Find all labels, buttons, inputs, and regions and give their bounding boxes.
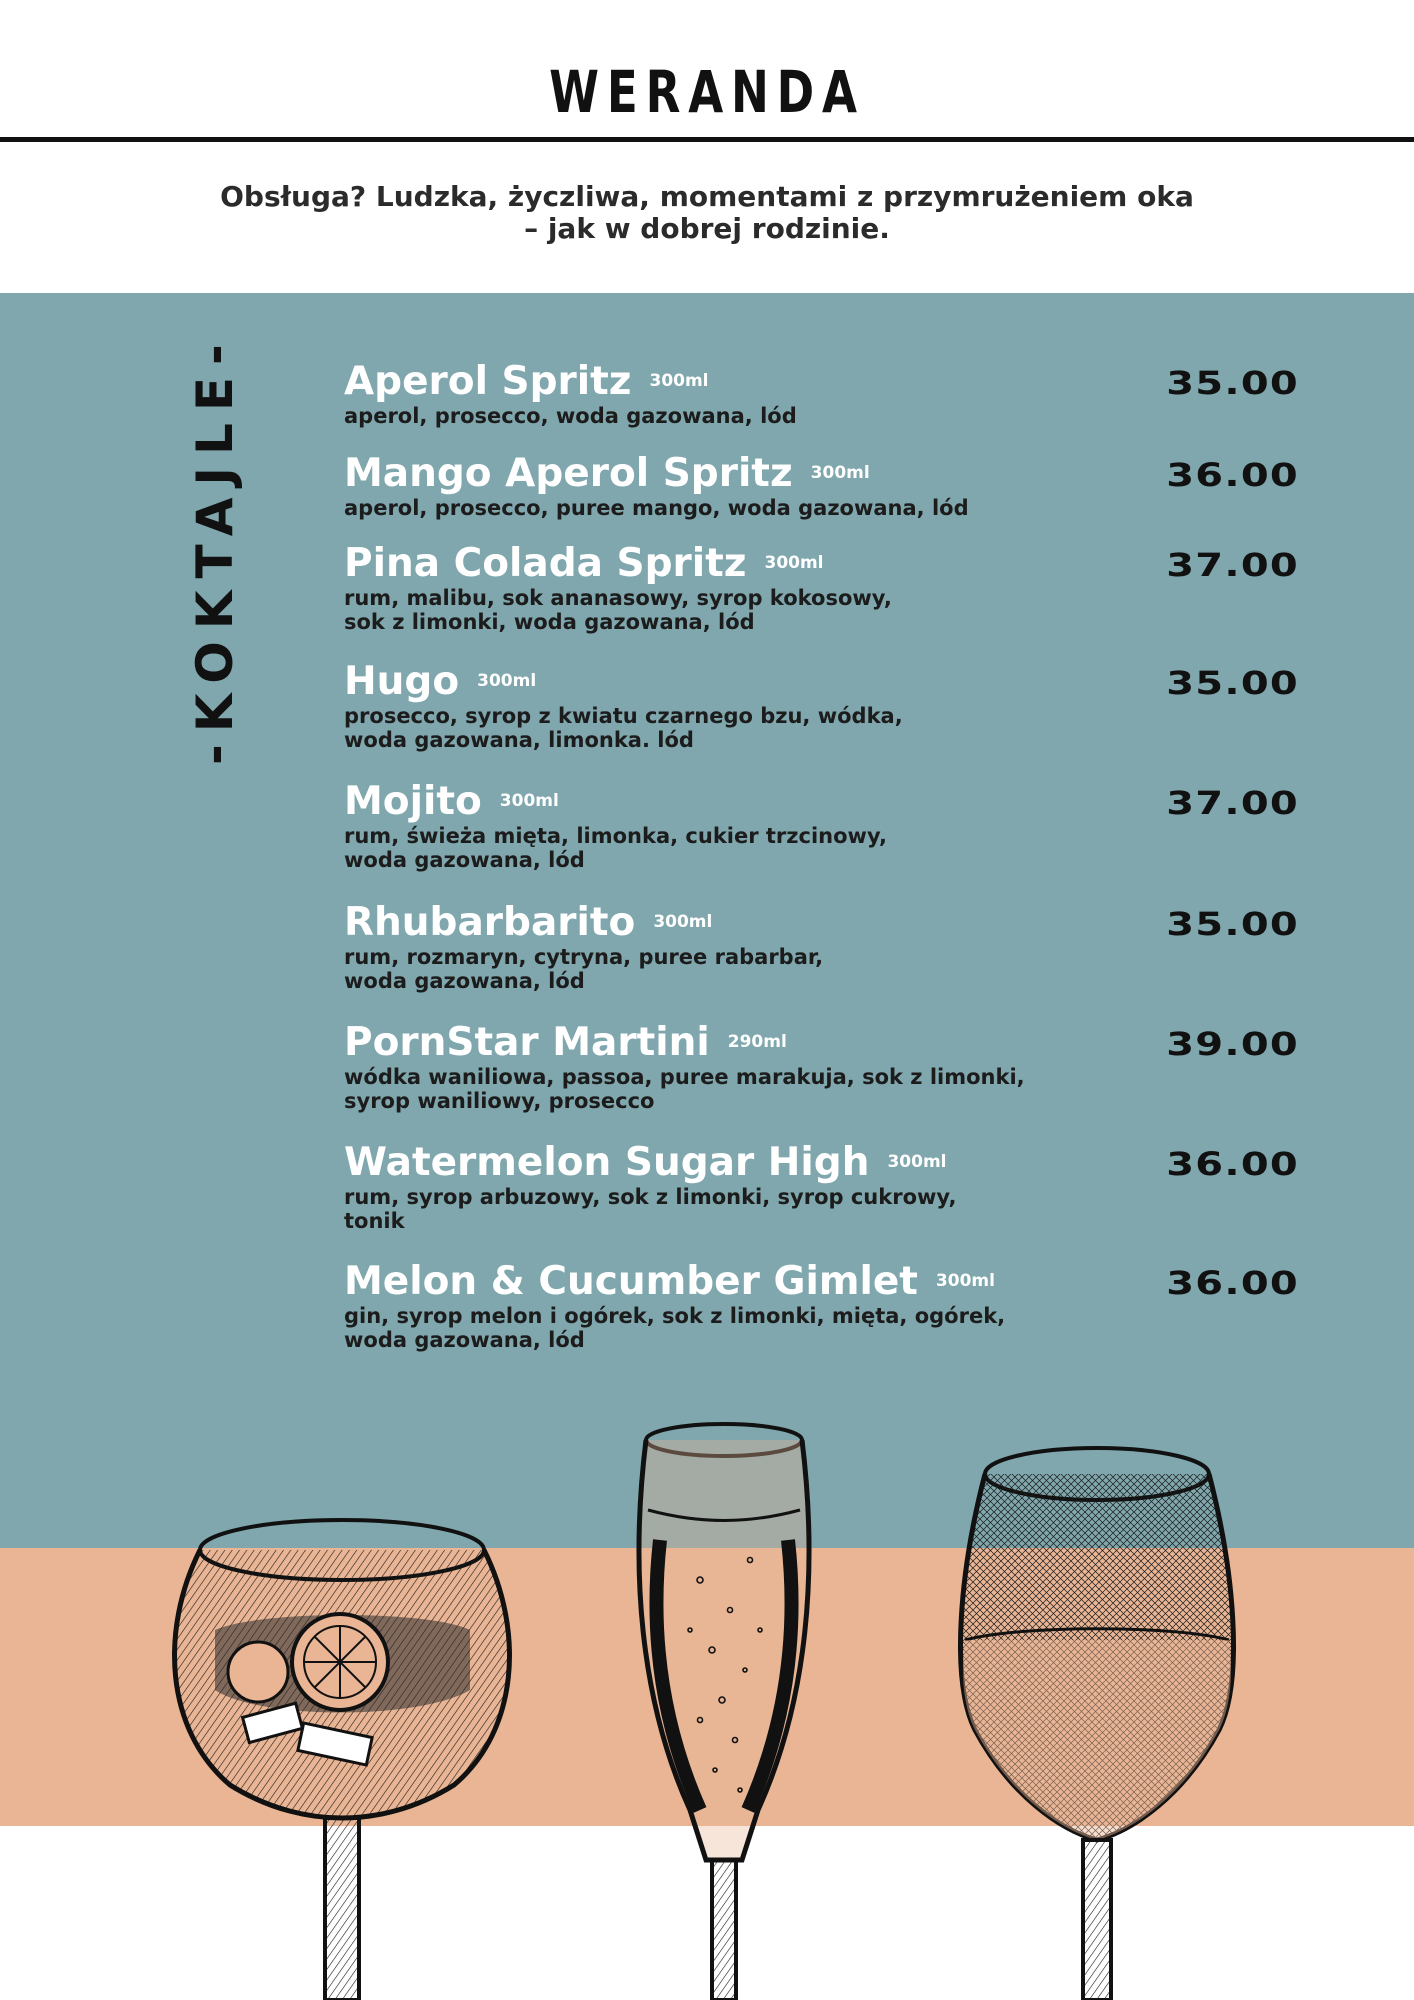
item-price: 37.00 — [1166, 784, 1299, 822]
item-volume: 290ml — [727, 1032, 787, 1052]
menu-item — [344, 452, 1344, 520]
item-description — [344, 1065, 1344, 1113]
item-description-line-2: syrop waniliowy, prosecco — [344, 1089, 655, 1113]
item-price: 36.00 — [1166, 1264, 1299, 1302]
tagline-line-2: – jak w dobrej rodzinie. — [524, 212, 890, 245]
item-name: Mojito — [344, 779, 482, 824]
item-description-line-1: aperol, prosecco, woda gazowana, lód — [344, 404, 797, 428]
menu-item — [344, 1021, 1344, 1113]
glasses-illustration — [0, 1400, 1414, 2000]
menu-item — [344, 360, 1344, 428]
item-volume: 300ml — [810, 463, 870, 483]
menu-item — [344, 660, 1344, 752]
item-volume: 300ml — [935, 1271, 995, 1291]
item-price: 35.00 — [1166, 364, 1299, 402]
section-label-koktajle: -KOKTAJLE- — [186, 332, 244, 765]
item-description-line-1: rum, rozmaryn, cytryna, puree rabarbar, — [344, 945, 824, 969]
item-name: Mango Aperol Spritz — [344, 451, 793, 496]
item-description-line-1: aperol, prosecco, puree mango, woda gazowana, lód — [344, 496, 969, 520]
item-price: 37.00 — [1166, 546, 1299, 584]
item-description — [344, 945, 1344, 993]
item-description-line-1: wódka waniliowa, passoa, puree marakuja, sok z limonki, — [344, 1065, 1025, 1089]
page-title: WERANDA — [549, 58, 865, 126]
item-description — [344, 1185, 1344, 1233]
item-price: 39.00 — [1166, 1025, 1299, 1063]
item-name: Melon & Cucumber Gimlet — [344, 1259, 918, 1304]
item-volume: 300ml — [764, 553, 824, 573]
item-description — [344, 496, 1344, 520]
item-name: Rhubarbarito — [344, 900, 636, 945]
item-price: 35.00 — [1166, 905, 1299, 943]
item-volume: 300ml — [477, 671, 537, 691]
item-name: Aperol Spritz — [344, 359, 632, 404]
item-description-line-2: sok z limonki, woda gazowana, lód — [344, 610, 755, 634]
item-description-line-1: gin, syrop melon i ogórek, sok z limonki, mięta, ogórek, — [344, 1304, 1006, 1328]
champagne-flute-icon — [639, 1424, 809, 2000]
tagline-line-1: Obsługa? Ludzka, życzliwa, momentami z przymrużeniem oka — [220, 180, 1194, 213]
menu-item — [344, 780, 1344, 872]
wine-glass-icon — [961, 1448, 1234, 2000]
item-description-line-2: woda gazowana, limonka. lód — [344, 728, 694, 752]
item-description — [344, 586, 1344, 634]
item-description-line-2: woda gazowana, lód — [344, 848, 585, 872]
item-description — [344, 704, 1344, 752]
item-description-line-2: woda gazowana, lód — [344, 969, 585, 993]
item-volume: 300ml — [499, 791, 559, 811]
item-description — [344, 824, 1344, 872]
tagline — [0, 181, 1414, 245]
item-price: 36.00 — [1166, 1145, 1299, 1183]
item-name: Pina Colada Spritz — [344, 541, 747, 586]
item-price: 36.00 — [1166, 456, 1299, 494]
menu-item — [344, 1141, 1344, 1233]
spritz-glass-icon — [175, 1520, 510, 2000]
item-price: 35.00 — [1166, 664, 1299, 702]
item-name: PornStar Martini — [344, 1020, 710, 1065]
item-volume: 300ml — [649, 371, 709, 391]
item-name: Watermelon Sugar High — [344, 1140, 870, 1185]
menu-item — [344, 901, 1344, 993]
item-description-line-2: tonik — [344, 1209, 405, 1233]
item-volume: 300ml — [653, 912, 713, 932]
item-description-line-1: prosecco, syrop z kwiatu czarnego bzu, wódka, — [344, 704, 903, 728]
item-volume: 300ml — [887, 1152, 947, 1172]
item-description — [344, 404, 1344, 428]
header-divider — [0, 137, 1414, 142]
item-description — [344, 1304, 1344, 1352]
item-description-line-1: rum, malibu, sok ananasowy, syrop kokosowy, — [344, 586, 892, 610]
item-description-line-1: rum, świeża mięta, limonka, cukier trzcinowy, — [344, 824, 887, 848]
menu-item — [344, 1260, 1344, 1352]
item-description-line-1: rum, syrop arbuzowy, sok z limonki, syrop cukrowy, — [344, 1185, 957, 1209]
item-description-line-2: woda gazowana, lód — [344, 1328, 585, 1352]
item-name: Hugo — [344, 659, 460, 704]
menu-item — [344, 542, 1344, 634]
